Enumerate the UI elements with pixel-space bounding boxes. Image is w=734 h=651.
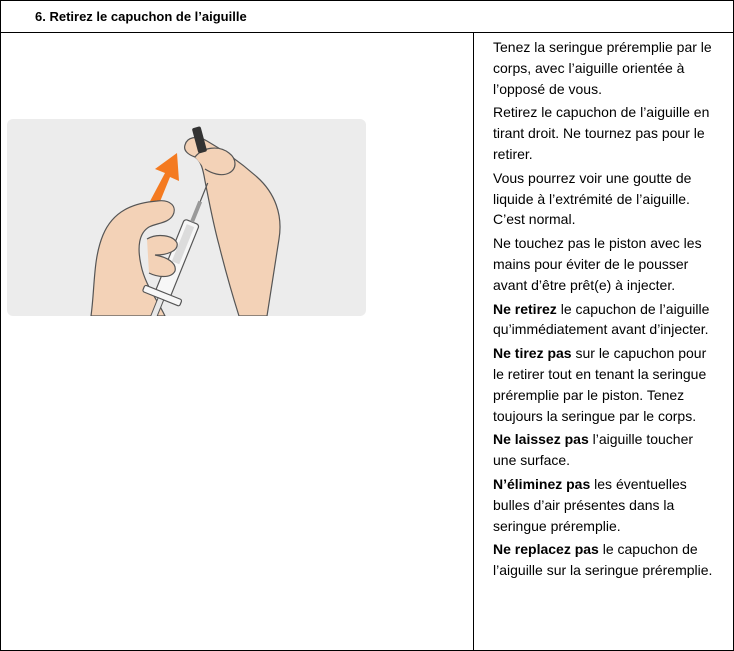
- instruction-paragraph: [493, 299, 718, 341]
- instruction-text: les éventuelles bulles d’air présentes dans la seringue préremplie.: [493, 475, 687, 534]
- instruction-emphasis: Ne retirez: [493, 300, 557, 317]
- column-divider: [473, 32, 474, 651]
- instruction-text: Vous pourrez voir une goutte de liquide à l’extrémité de l’aiguille. C’est normal.: [493, 169, 692, 228]
- instruction-emphasis: N’éliminez pas: [493, 475, 591, 492]
- instruction-text: le capuchon de l’aiguille qu’immédiatement avant d’injecter.: [493, 300, 710, 338]
- section-header: [0, 0, 734, 33]
- instruction-paragraph: [493, 102, 718, 164]
- instruction-paragraph: [493, 429, 718, 471]
- instruction-emphasis: Ne tirez pas: [493, 345, 572, 362]
- instruction-text: le capuchon de l’aiguille sur la seringue préremplie.: [493, 541, 713, 579]
- instruction-emphasis: Ne replacez pas: [493, 541, 599, 558]
- instruction-paragraph: [493, 233, 718, 295]
- instruction-paragraph: [493, 343, 718, 426]
- instruction-text: Retirez le capuchon de l’aiguille en tirant droit. Ne tournez pas pour le retirer.: [493, 104, 710, 162]
- instructions-text: [493, 37, 718, 584]
- instruction-emphasis: Ne laissez pas: [493, 431, 589, 448]
- instruction-text: Ne touchez pas le piston avec les mains pour éviter de le pousser avant d’être prêt(e) à injecter.: [493, 235, 702, 293]
- instruction-text: sur le capuchon pour le retirer tout en tenant la seringue préremplie par le piston. Tenez toujours la seringue par le corps.: [493, 345, 707, 424]
- section-title: 6. Retirez le capuchon de l’aiguille: [35, 9, 247, 24]
- instruction-paragraph: [493, 168, 718, 230]
- instruction-paragraph: [493, 539, 718, 581]
- instruction-text: Tenez la seringue préremplie par le corps, avec l’aiguille orientée à l’opposé de vous.: [493, 39, 712, 97]
- syringe-needle-cap-removal-illustration: [7, 119, 366, 316]
- instruction-text: l’aiguille toucher une surface.: [493, 431, 694, 469]
- instruction-paragraph: [493, 474, 718, 536]
- instruction-paragraph: [493, 37, 718, 99]
